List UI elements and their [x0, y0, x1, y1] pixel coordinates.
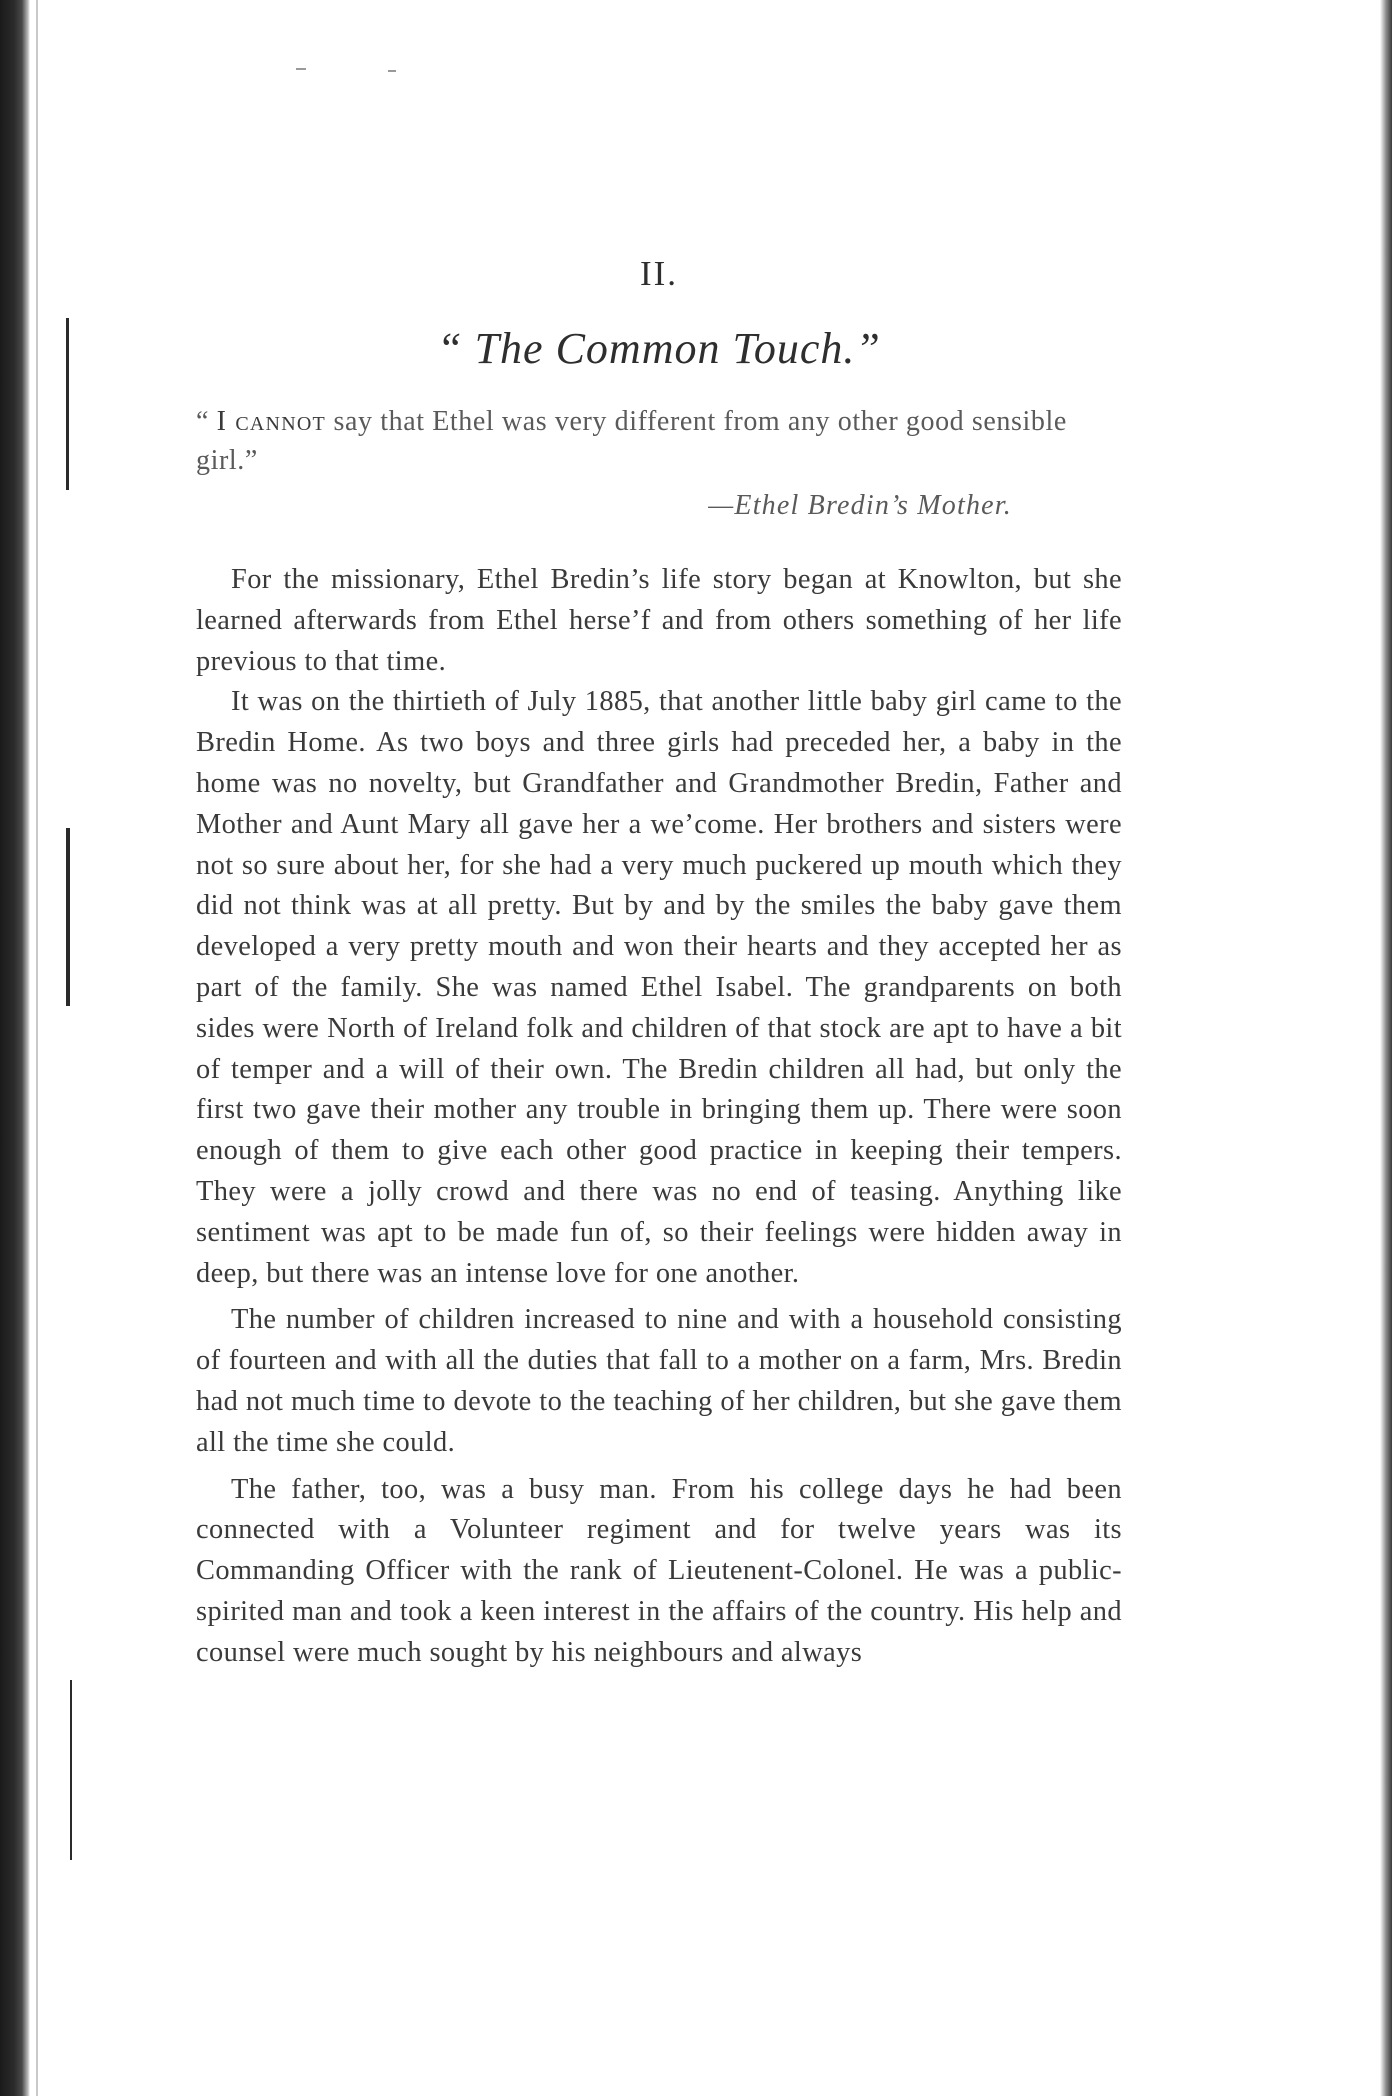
page-right-edge [1380, 0, 1392, 2096]
paragraph: For the missionary, Ethel Bredin’s life story began at Knowlton, but she learned afterwards from Ethel herse’f and from others something of her life previous to that time. [196, 564, 1122, 677]
binding-edge [0, 0, 30, 2096]
gutter-line [36, 0, 38, 2096]
epigraph-open-quote: “ [196, 406, 217, 437]
scan-speck [296, 68, 306, 70]
scan-speck [388, 70, 396, 72]
epigraph-text: say that Ethel was very different from any other good sensible girl.” [196, 406, 1067, 476]
epigraph-lead-small-caps: I cannot [216, 406, 326, 437]
margin-mark [70, 1680, 72, 1860]
paragraph: The father, too, was a busy man. From his college days he had been connected with a Volunteer regiment and for twelve years was its Commanding Officer with the rank of Lieutenent-Colonel. He was a public-spirited man and took a keen interest in the affairs of the country. His help and counsel were much sought by his neighbours and always [196, 1473, 1122, 1668]
chapter-number: II. [639, 254, 679, 293]
paragraph: The number of children increased to nine and with a household consisting of fourteen and with all the duties that fall to a mother on a farm, Mrs. Bredin had not much time to devote to the teaching of her children, but she gave them all the time she could. [196, 1304, 1122, 1458]
epigraph-attribution: —Ethel Bredin’s Mother. [708, 490, 1012, 521]
body-text [196, 560, 1122, 1674]
margin-mark [66, 828, 70, 1006]
margin-mark [66, 318, 69, 490]
chapter-title: “ The Common Touch.” [437, 324, 881, 373]
paragraph: It was on the thirtieth of July 1885, that another little baby girl came to the Bredin Home. As two boys and three girls had preceded her, a baby in the home was no novelty, but Grandfather and Grandmother Bredin, Father and Mother and Aunt Mary all gave her a we’come. Her brothers and sisters were not so sure about her, for she had a very much puckered up mouth which they did not think was at all pretty. But by and by the smiles the baby gave them developed a very pretty mouth and won their hearts and they accepted her as part of the family. She was named Ethel Isabel. The grandparents on both sides were North of Ireland folk and children of that stock are apt to have a bit of temper and a will of their own. The Bredin children all had, but only the first two gave their mother any trouble in bringing them up. There were soon enough of them to give each other good practice in keeping their tempers. They were a jolly crowd and there was no end of teasing. Anything like sentiment was apt to be made fun of, so their feelings were hidden away in deep, but there was an intense love for one another. [196, 686, 1122, 1289]
epigraph [196, 402, 1122, 480]
